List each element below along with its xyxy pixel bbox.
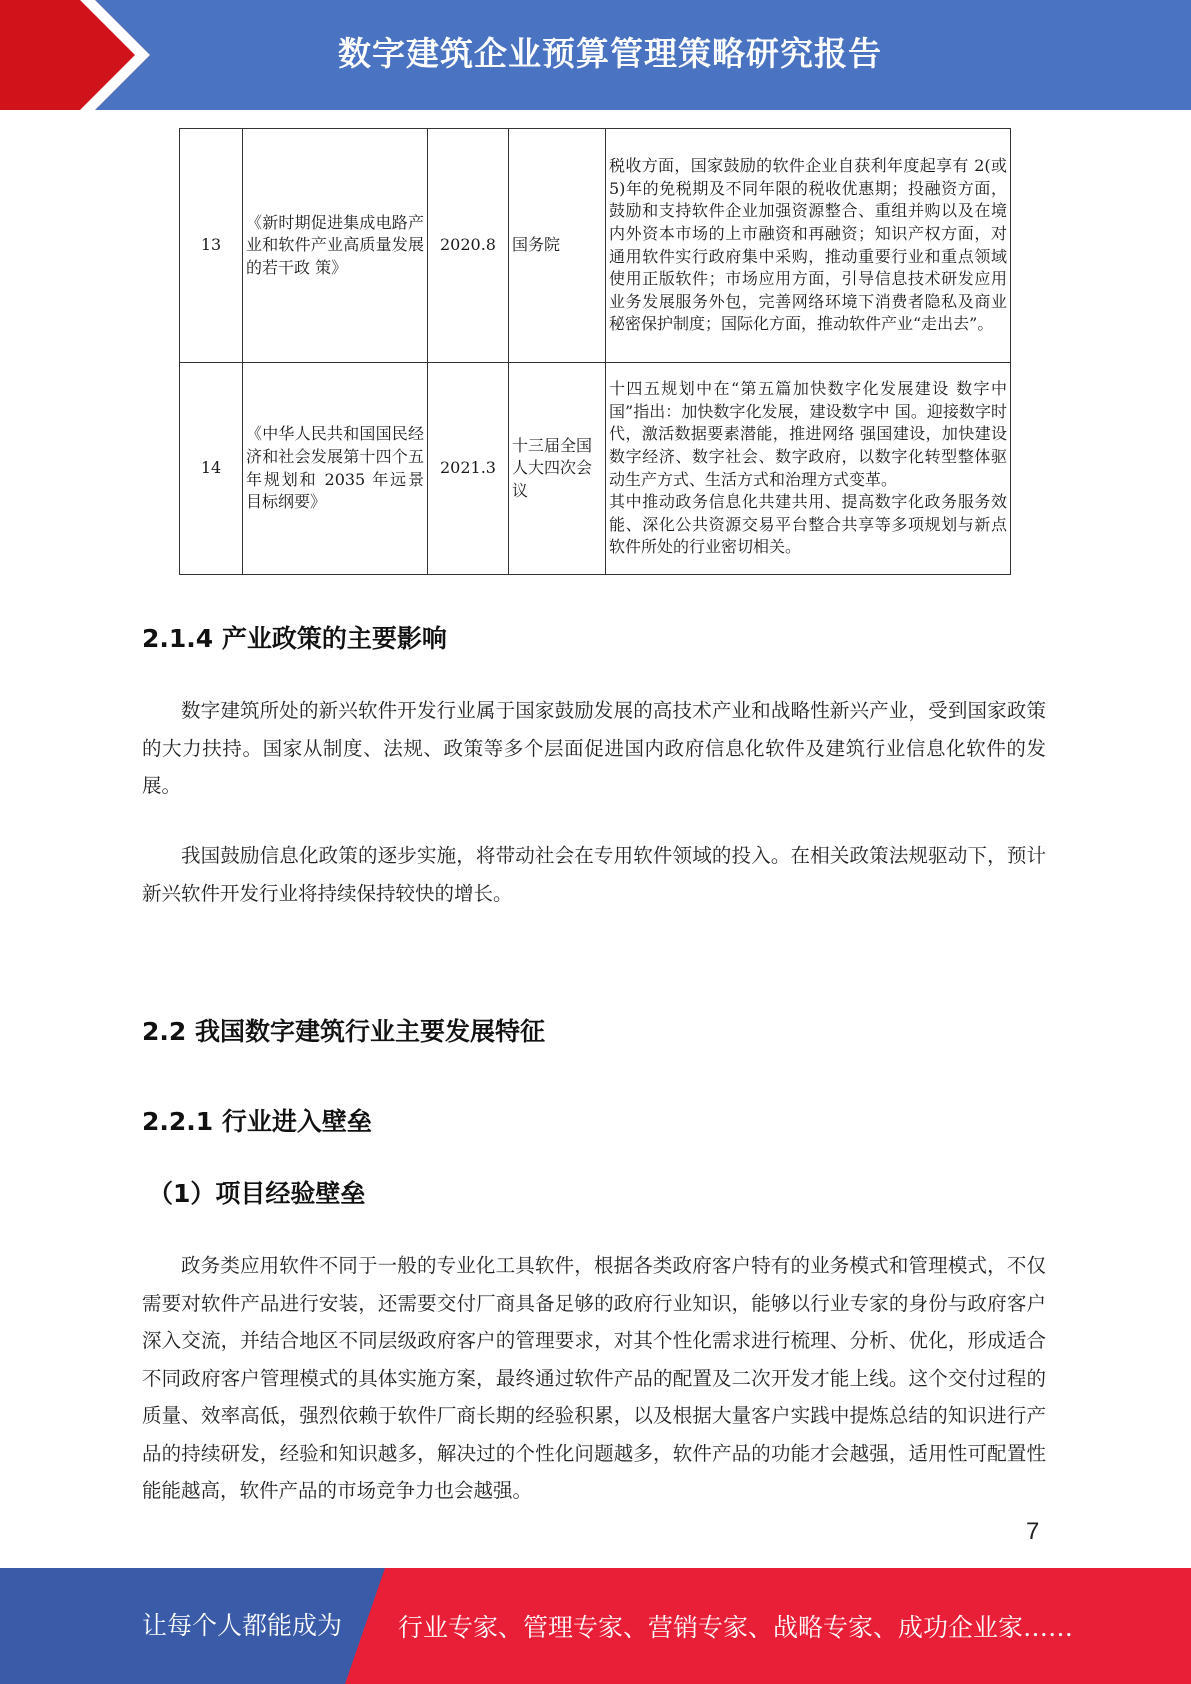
page-footer <box>0 1568 1191 1684</box>
policy-content-text: 税收方面，国家鼓励的软件企业自获利年度起享有 2(或 5)年的免税期及不同年限的税收优惠期；投融资方面，鼓励和支持软件企业加强资源整合、重组并购以及在境内外资本市场的上市融资和再融资；知识产权方面，对通用软件实行政府集中采购，推动重要行业和重点领域使用正版软件；市场应用方面，引导信息技术研发应用业务发展服务外包，完善网络环境下消费者隐私及商业秘密保护制度；国际化方面，推动软件产业“走出去”。 <box>609 156 1007 334</box>
policy-name: 《新时期促进集成电路产业和软件产业高质量发展的若干政 策》 <box>243 129 428 363</box>
table-row <box>180 129 1011 363</box>
policy-content <box>606 363 1011 575</box>
header-chevron-icon <box>0 0 160 110</box>
footer-slogan-left: 让每个人都能成为 <box>142 1611 343 1640</box>
page-number: 7 <box>1026 1518 1040 1545</box>
issuing-body: 国务院 <box>509 129 606 363</box>
policy-content-text: 其中推动政务信息化共建共用、提高数字化政务服务效能、深化公共资源交易平台整合共享等多项规划与新点软件所处的行业密切相关。 <box>609 492 1007 557</box>
page-header <box>0 0 1191 110</box>
footer-slogan-right: 行业专家、管理专家、营销专家、战略专家、成功企业家…… <box>398 1613 1074 1642</box>
section-heading-2-2: 2.2 我国数字建筑行业主要发展特征 <box>142 1017 545 1046</box>
issue-date: 2021.3 <box>428 363 509 575</box>
policy-table <box>179 128 1011 575</box>
paragraph: 政务类应用软件不同于一般的专业化工具软件，根据各类政府客户特有的业务模式和管理模式，不仅需要对软件产品进行安装，还需要交付厂商具备足够的政府行业知识，能够以行业专家的身份与政府客户深入交流，并结合地区不同层级政府客户的管理要求，对其个性化需求进行梳理、分析、优化，形成适合不同政府客户管理模式的具体实施方案，最终通过软件产品的配置及二次开发才能上线。这个交付过程的质量、效率高低，强烈依赖于软件厂商长期的经验积累，以及根据大量客户实践中提炼总结的知识进行产品的持续研发，经验和知识越多，解决过的个性化问题越多，软件产品的功能才会越强，适用性可配置性能能越高，软件产品的市场竞争力也会越强。 <box>142 1254 1046 1502</box>
policy-name: 《中华人民共和国国民经济和社会发展第十四个五年规划和 2035 年远景目标纲要》 <box>243 363 428 575</box>
row-number: 13 <box>180 129 243 363</box>
paragraph: 数字建筑所处的新兴软件开发行业属于国家鼓励发展的高技术产业和战略性新兴产业，受到国家政策的大力扶持。国家从制度、法规、政策等多个层面促进国内政府信息化软件及建筑行业信息化软件的发展。 <box>142 699 1046 797</box>
paragraph: 我国鼓励信息化政策的逐步实施，将带动社会在专用软件领域的投入。在相关政策法规驱动下，预计新兴软件开发行业将持续保持较快的增长。 <box>142 844 1046 905</box>
policy-content <box>606 129 1011 363</box>
table-row <box>180 363 1011 575</box>
section-heading-2-2-1: 2.2.1 行业进入壁垒 <box>142 1107 372 1136</box>
subsection-heading: （1）项目经验壁垒 <box>148 1179 366 1208</box>
policy-content-text: 十四五规划中在“第五篇加快数字化发展建设 数字中国”指出：加快数字化发展，建设数字中 国。迎接数字时代，激活数据要素潜能，推进网络 强国建设，加快建设数字经济、数字社会、数字政府，以数字化转型整体驱动生产方式、生活方式和治理方式变革。 <box>609 379 1007 489</box>
section-heading-2-1-4: 2.1.4 产业政策的主要影响 <box>142 624 447 653</box>
row-number: 14 <box>180 363 243 575</box>
issuing-body: 十三届全国人大四次会议 <box>509 363 606 575</box>
issue-date: 2020.8 <box>428 129 509 363</box>
report-title: 数字建筑企业预算管理策略研究报告 <box>338 34 882 73</box>
